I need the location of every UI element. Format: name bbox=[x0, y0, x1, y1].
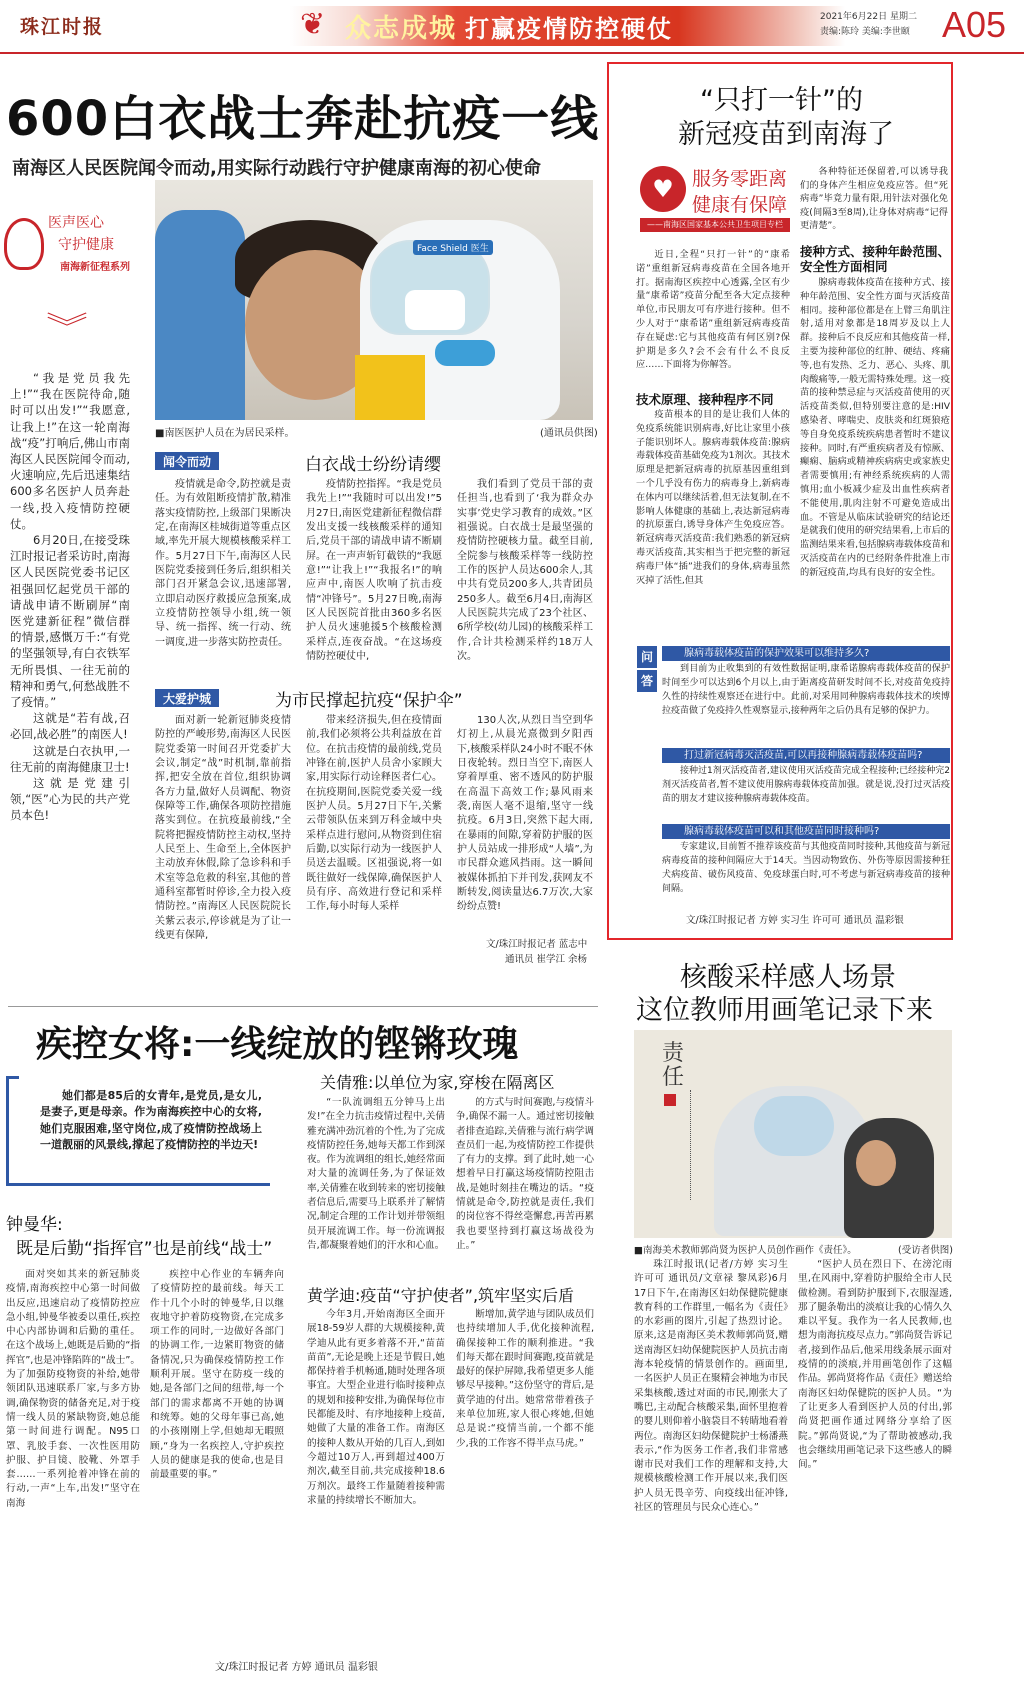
lead-para: 6月20日,在接受珠江时报记者采访时,南海区人民医院党委书记区祖强回忆起党员干部的请战申请不断刷屏“南医党建新征程”微信群的情景,感慨万千:“有党的坚强领导,有白衣铁军无所畏惧、一往无前的精神和勇气,何愁战胜不了疫情。” bbox=[10, 533, 130, 710]
section1-col3 bbox=[457, 478, 593, 678]
body-text: 珠江时报讯(记者/方婷 实习生 许可可 通讯员/文章禄 黎凤彩)6月17日下午,在南海区妇幼保健院健康教育科的工作群里,一幅名为《责任》的水彩画的图片,引起了热烈讨论。原来,这是南海区美术教师郭尚贤,赠送南海区妇幼保健院医护人员抗击南海本轮疫情的情景创作的。画面里,一名医护人员正在聚精会神地为市民采集核酸,透过对面的市民,刚张大了嘴巴,主动配合核酸采集,面怀里抱着的婴儿则仰着小脑袋目不转睛地看着两位。南海区妇幼保健院护士杨潘燕表示,“作为医务工作者,我们非常感谢市民对我们工作的理解和支持,大规模核酸检测工作开展以来,我们医护人员无畏辛劳、向疫线出征冲锋,社区的管理员与民众心连心。” bbox=[634, 1259, 788, 1514]
vaccine-headline-2: 新冠疫苗到南海了 bbox=[678, 119, 894, 150]
qa-question-2: 打过新冠病毒灭活疫苗,可以再接种腺病毒载体疫苗吗? bbox=[662, 748, 950, 763]
series-logo bbox=[4, 208, 134, 288]
body-text: “一队流调组五分钟马上出发!”在全力抗击疫情过程中,关倩雅充满冲劲沉着的个性,为了完成疫情防控任务,她每天都工作到深夜。作为流调组的组长,她经常面对大量的流调任务,为了保证效率,关倩雅在收到转来的密切接触者信息后,需要马上联系并了解情况,制定合理的工作计划并带领组员开展流调工作。每一份流调报告,都凝聚着她们的汗水和心血。 bbox=[307, 1097, 445, 1251]
lead-para: 这就是白衣执甲,一往无前的南海健康卫士! bbox=[10, 743, 130, 774]
lead-headline: 600白衣战士奔赴抗疫一线 bbox=[6, 91, 600, 147]
body-text: 面对突如其来的新冠肺炎疫情,南海疾控中心第一时间做出反应,迅速启动了疫情防控应急小组,钟曼华被委以重任,疾控中心内部协调和后勤的重任。在这个战场上,她既是后勤的“指挥官”,也是冲锋陷阵的“战士”。为了加强防疫物资的补给,她带领团队迅速联系厂家,与多方协调,确保物资的储备充足,对于疫情一线人员的紧缺物资,她总能第一时间进行调配。N95口罩、乳胶手套、一次性医用防护服、护目镜、胶靴、外罩手套……一系列抢着冲锋在前的行动,一声“上车,出发!”坚守在南海 bbox=[6, 1269, 140, 1509]
body-text: 接种过1剂灭活疫苗者,建议使用灭活疫苗完成全程接种;已经接种完2剂灭活疫苗者,暂不建议使用腺病毒载体疫苗加强。就是说,没打过灭活疫苗的朋友才建议接种腺病毒载体疫苗。 bbox=[662, 766, 950, 805]
series-line1: 医声医心 bbox=[48, 215, 104, 231]
section-label: 大爱护城 bbox=[155, 689, 219, 707]
masthead bbox=[0, 0, 1024, 56]
photo-waste-bin bbox=[355, 355, 425, 420]
painting-col2 bbox=[798, 1258, 952, 1658]
photo-shield-label: Face Shield 医生 bbox=[413, 240, 493, 255]
section2-byline2: 通讯员 崔学江 余杨 bbox=[505, 954, 588, 965]
chevron-down-icon: ︾ bbox=[46, 311, 88, 346]
vaccine-subhead-2: 接种方式、接种年龄范围、安全性方面相同 bbox=[800, 244, 951, 274]
photo-parent-figure bbox=[155, 210, 245, 420]
section2-col2 bbox=[306, 714, 442, 966]
profile1-col2 bbox=[150, 1268, 284, 1650]
body-text: 的方式与时间赛跑,与疫情斗争,确保不漏一人。通过密切接触者排查追踪,关倩雅与流行病学调查员们一起,为疫情防控工作提供了有力的支撑。到了此时,她一心想着早日打赢这场疫情防控阻击战,是她时刻挂在嘴边的话。“疫情就是命令,防控就是责任,我们的岗位容不得丝毫懈怠,再苦再累我也要坚持到打赢这场战役为止。” bbox=[456, 1097, 594, 1251]
body-text: 疫情防控指挥。“我是党员我先上!”“我随时可以出发!”5月27日,南医党建新征程微信群发出支援一线核酸采样的通知后,党员干部的请战申请不断刷屏。在一声声斩钉截铁的“我愿意!”“让我上!”“我报名!”的响应声中,南医人吹响了抗击疫情“冲锋号”。5月27日晚,南海区人民医院首批由360多名医护人员火速驰援5个核酸检测采样点,连夜奋战。“在这场疫情防控硬仗中, bbox=[306, 479, 442, 663]
photo-glove bbox=[435, 340, 495, 366]
newspaper-logo: 珠江时报 bbox=[20, 16, 105, 38]
body-text: 我们看到了党员干部的责任担当,也看到了‘我为群众办实事’党史学习教育的成效。”区祖强说。白衣战士是最坚强的疫情防控硬核力量。截至目前,全院参与核酸采样等一线防控工作的医护人员达600余人,其中共有党员200多人,共青团员250多人。截至6月4日,南海区人民医院共完成了23个社区、6所学校(幼儿园)的核酸采样工作,合计共检测采样约18万人次。 bbox=[457, 479, 593, 663]
series-line2: 守护健康 bbox=[58, 237, 114, 253]
painting-caption: ■南海美术教师郭尚贤为医护人员创作画作《责任》。 bbox=[634, 1245, 857, 1256]
body-text: 疫情就是命令,防控就是责任。为有效阻断疫情扩散,精准落实疫情防控,上级部门果断决定,在南海区桂城街道等重点区域,率先开展大规模核酸采样工作。5月27日下午,南海区人民医院党委接到任务后,组织相关部门召开紧急会议,迅速部署,立即启动医疗救援应急预案,成立疫情防控领导小组,统一领导、统一指挥、统一行动、统一调度,进一步落实防控责任。 bbox=[155, 479, 291, 648]
lead-para: 这就是党建引领,“医”心为民的共产党员本色! bbox=[10, 776, 130, 823]
body-text: 各种特征还保留着,可以诱导我们的身体产生相应免疫应答。但“死病毒”毕竟力量有限,用针法对强化免疫(间隔3至8周),让身体对病毒“记得更清楚”。 bbox=[800, 166, 948, 232]
section2-byline: 文/珠江时报记者 蓝志中 bbox=[486, 939, 588, 950]
service-logo-line1: 服务零距离 bbox=[692, 168, 788, 190]
body-text: 130人次,从烈日当空到华灯初上,从晨光熹微到夕阳西下,核酸采样队24小时不眠不休日夜轮转。烈日当空下,南医人穿着厚重、密不透风的防护服在高温下高效工作;暴风雨来袭,南医人毫不退缩,坚守一线抗疫。6月3日,突然下起大雨,在暴雨的间隙,穿着防护服的医护人员站成一排形成“人墙”,为市民群众遮风挡雨。这一瞬间被媒体抓拍下并刊发,获网友不断转发,阅读量达6.7万次,大家纷纷点赞! bbox=[457, 715, 593, 913]
masthead-rule bbox=[0, 52, 1024, 54]
lead-photo bbox=[155, 180, 593, 420]
profile1-name: 钟曼华: bbox=[6, 1215, 63, 1235]
photo-credit: (通讯员供图) bbox=[540, 428, 598, 439]
painting-face-shield bbox=[754, 1096, 834, 1156]
profile2-col2 bbox=[456, 1096, 594, 1274]
heart-icon: ♥ bbox=[640, 166, 686, 212]
vaccine-headline-1: “只打一针”的 bbox=[700, 85, 863, 116]
masthead-title bbox=[345, 8, 673, 45]
service-column-logo bbox=[640, 162, 790, 236]
lead-subheadline: 南海区人民医院闻令而动,用实际行动践行守护健康南海的初心使命 bbox=[12, 158, 541, 179]
body-text: 今年3月,开始南海区全面开展18-59岁人群的大规模接种,黄学迪从此有更多着落不开,“苗苗苗苗”,无论是晚上还是节假日,她都保持着手机畅通,随时处理各项事宜。大型企业进行临时接种点的规划和接种安排,为确保每位市民都能及时、有序地接种上疫苗,她做了大量的准备工作。南海区的接种人数从开始的几百人,到如今超过10万人,再到超过400万剂次,截至目前,共完成接种18.6万剂次。最终工作量随着接种需求量的持续增长不断加大。 bbox=[307, 1309, 445, 1506]
qa-answer-3 bbox=[662, 840, 950, 902]
profile3-col1 bbox=[307, 1308, 445, 1652]
profile1-subhead: 既是后勤“指挥官”也是前线“战士” bbox=[16, 1239, 273, 1259]
service-logo-band: ——南海区国家基本公共卫生项目专栏 bbox=[640, 218, 790, 232]
painting-seal bbox=[664, 1094, 676, 1106]
masthead-title-sub: 打赢疫情防控硬仗 bbox=[465, 14, 674, 43]
painting-image bbox=[634, 1030, 952, 1238]
vaccine-subhead-1: 技术原理、接种程序不同 bbox=[636, 392, 774, 407]
lead-left-column bbox=[10, 370, 130, 824]
editors-text: 责编:陈玲 美编:李世颐 bbox=[820, 27, 910, 37]
page-number: A05 bbox=[942, 4, 1007, 45]
painting-headline-1: 核酸采样感人场景 bbox=[680, 962, 896, 993]
vaccine-side-top bbox=[800, 165, 948, 237]
qa-question-tag: 问 bbox=[637, 646, 657, 668]
section1-col1 bbox=[155, 478, 291, 678]
section-divider bbox=[8, 1006, 598, 1007]
body-text: 腺病毒载体疫苗在接种方式、接种年龄范围、安全性方面与灭活疫苗相同。接种部位都是在上臂三角肌注射,适用对象都是18周岁及以上人群。接种后不良反应和其他疫苗一样,主要为接种部位的红肿、硬结、疼痛等,也有发热、乏力、恶心、头疼、肌肉酸痛等,一般无需特殊处理。这一疫苗的接种禁忌症与灭活疫苗使用的灭活疫苗类似,但特别要注意的是:HIV感染者、哮喘史、皮肤炎和红斑狼疮等自身免疫系统疾病患者暂时不建议接种。同时,有严重疾病者及有惊厥、癫痫、脑病或精神疾病病史或家族史者需要慎用;有神经系统疾病的人需慎用;血小板减少症及出血性疾病者不能使用,肌肉注射不可避免造成出血。不管是从临床试验研究的结论还是就我们使用的研究结果看,上市后的监测结果来看,包括腺病毒载体疫苗和灭活疫苗在内的已经附条件批准上市的新冠疫苗,均具有良好的安全性。 bbox=[800, 277, 950, 578]
service-logo-line2: 健康有保障 bbox=[692, 194, 788, 216]
body-text: 疫苗根本的目的是让我们人体的免疫系统能识别病毒,好比让家里小孩子能识别坏人。腺病毒载体疫苗:腺病毒载体疫苗基础免疫为1剂次。其技术原理是把新冠病毒的抗原基因重组到一个几乎没有伤力的病毒身上,新病毒在体内可以继续活着,但无法复制,在不影响人体健康的基础上,表达新冠病毒的抗原蛋白,诱导身体产生免疫应答。新冠病毒灭活疫苗:我们熟悉的新冠病毒灭活疫苗,其实相当于把完整的新冠病毒尸体“插”进我们的身体,病毒虽然灭掉了活性,但其 bbox=[636, 409, 790, 586]
profile2-heading: 关倩雅:以单位为家,穿梭在隔离区 bbox=[320, 1073, 555, 1092]
body-text: 面对新一轮新冠肺炎疫情防控的严峻形势,南海区人民医院党委第一时间召开党委扩大会议,制定“战”时机制,靠前指挥,把安全放在首位,组织协调各方力量,做好人员调配、物资保障等工作,确保各项防控措施落实到位。在抗疫最前线,“全院将把握疫情防控主动权,坚持人民至上、生命至上,全体医护主动放弃休假,除了急诊科和手术室等急危救的科室,其他的普通科室都暂时停诊,全力投入疫情防控。”南海区人民医院院长关紫云表示,停诊就是为了让一线更有保障, bbox=[155, 715, 291, 942]
section-label: 闻令而动 bbox=[155, 452, 219, 470]
body-text: “医护人员在烈日下、在滂沱雨里,在风雨中,穿着防护服给全市人民做检测。看到防护服到下,衣服湿透,那了腿条勒出的淡痕让我的心情久久难以平复。我作为一名人民教师,也想为南海抗疫尽点力。”郭尚贤告诉记者,接到作品后,他采用线条展示面对疫情的的淡痕,并用画笔创作了这幅作品。郭尚贤将作品《责任》赠送给南海区妇幼保健院的医护人员。“为了让更多人看到医护人员的付出,郭尚贤把画作通过网络分享给了医院。”郭尚贤说,“为了帮助被感动,我也会继续用画笔记录下这些感人的瞬间。” bbox=[798, 1259, 952, 1471]
qa-question-3: 腺病毒载体疫苗可以和其他疫苗同时接种吗? bbox=[662, 824, 950, 839]
lower-intro bbox=[40, 1088, 262, 1154]
series-line3: 南海新征程系列 bbox=[60, 262, 130, 273]
lead-para: 这就是“若有战,召必回,战必胜”的南医人! bbox=[10, 711, 130, 742]
ribbon-icon: ❦ bbox=[300, 7, 326, 42]
lead-para: “我是党员我先上!”“我在医院待命,随时可以出发!”“我愿意,让我上!”在这一轮南海战“疫”打响后,佛山市南海区人民医院闻令而动,火速响应,先后迅速集结600多名医护人员奔赴一线,投入疫情防控硬仗。 bbox=[10, 371, 130, 531]
vaccine-sub1-body bbox=[636, 408, 790, 634]
painting-citizen-face bbox=[856, 1140, 896, 1186]
lower-headline: 疾控女将:一线绽放的铿锵玫瑰 bbox=[36, 1024, 519, 1065]
painting-calligraphy: 责任 bbox=[662, 1041, 685, 1090]
qa-answer-1 bbox=[662, 662, 950, 740]
profile1-col1 bbox=[6, 1268, 140, 1650]
qa-answer-2 bbox=[662, 764, 950, 822]
masthead-title-main: 众志成城 bbox=[345, 14, 458, 44]
section-heading: 白衣战士纷纷请缨 bbox=[305, 455, 441, 475]
qa-tag bbox=[637, 646, 657, 694]
painting-credit: (受访者供图) bbox=[898, 1245, 953, 1256]
photo-mask bbox=[405, 290, 465, 330]
intro-text: 她们都是85后的女青年,是党员,是女儿,是妻子,更是母亲。作为南海疾控中心的女将,她们克服困难,坚守岗位,成了疫情防控战场上一道靓丽的风景线,撑起了疫情防控的半边天! bbox=[40, 1089, 262, 1152]
profile3-col2 bbox=[456, 1308, 594, 1652]
section2-col1 bbox=[155, 714, 291, 966]
vaccine-byline: 文/珠江时报记者 方婷 实习生 许可可 通讯员 温彩银 bbox=[686, 915, 904, 926]
body-text: 专家建议,目前暂不推荐该疫苗与其他疫苗同时接种,其他疫苗与新冠病毒疫苗的接种间隔应大于14天。当因动物致伤、外伤等原因需接种狂犬病疫苗、破伤风疫苗、免疫球蛋白时,可不考虑与新冠病毒疫苗的接种间隔。 bbox=[662, 842, 950, 895]
profile2-col1 bbox=[307, 1096, 445, 1274]
date-text: 2021年6月22日 星期二 bbox=[820, 12, 917, 22]
profile3-heading: 黄学迪:疫苗“守护使者”,筑牢坚实后盾 bbox=[307, 1286, 575, 1305]
body-text: 近日,全程“只打一针”的“康希诺”重组新冠病毒疫苗在全国各地开打。据南海区疾控中心透露,全区有少量“康希诺”疫苗分配至各大定点接种单位,市民朋友可有序进行接种。但不少人对于“康希诺”重组新冠病毒疫苗存在疑虑:它与其他疫苗有何区别?保护期是多久?会不会有什么不良反应……下面将为你解答。 bbox=[636, 249, 790, 371]
nurse-cap-icon bbox=[4, 218, 44, 270]
vaccine-sub2-body bbox=[800, 276, 950, 634]
painting-headline-2: 这位教师用画笔记录下来 bbox=[636, 995, 933, 1026]
section1-col2 bbox=[306, 478, 442, 678]
body-text: 疾控中心作业的车辆奔向了疫情防控的最前线。每天工作十几个小时的钟曼华,日以继夜地守护着防疫物资,在完成多项工作的同时,一边做好各部门的协调工作,一边紧盯物资的储备情况,只为确保疫情防控工作顺利开展。坚守在防疫一线的她,是各部门之间的纽带,每一个部门的需求都离不开她的协调和统筹。她的父母年事已高,她的小孩刚刚上学,但她却无暇照顾,“身为一名疾控人,守护疾控人员的健康是我的使命,也是目前最重要的事。” bbox=[150, 1269, 284, 1481]
body-text: 带来经济损失,但在疫情面前,我们必须将公共利益放在首位。在抗击疫情的最前线,党员冲锋在前,医护人员舍小家顾大家,用实际行动诠释医者仁心。在抗疫期间,医院党委关爱一线医护人员。5月27日下午,关紫云带领队伍来到万科金域中央采样点进行慰问,从物资到住宿后勤,以实际行动为一线医护人员送去温暖。区祖强说,将一如既往做好一线保障,确保医护人员有序、高效进行登记和采样工作,每小时每人采样 bbox=[306, 715, 442, 913]
vaccine-intro bbox=[636, 248, 790, 380]
lower-byline: 文/珠江时报记者 方婷 通讯员 温彩银 bbox=[215, 1662, 378, 1673]
photo-caption: ■南医医护人员在为居民采样。 bbox=[155, 428, 295, 439]
painting-col1 bbox=[634, 1258, 788, 1658]
painting-inscription bbox=[690, 1090, 698, 1200]
section2-col3 bbox=[457, 714, 593, 928]
body-text: 断增加,黄学迪与团队成员们也持续增加人手,优化接种流程,确保接种工作的顺利推进。“我们每天都在跟时间赛跑,疫苗就是最好的保护屏障,我希望更多人能够尽早接种。”这份坚守的背后,是黄学迪的付出。她常常带着孩子来单位加班,家人很心疼她,但她总是说:“疫情当前,一个都不能少,我的工作容不得半点马虎。” bbox=[456, 1309, 594, 1449]
body-text: 到目前为止收集到的有效性数据证明,康希诺腺病毒载体疫苗的保护时间至少可以达到6个月以上,由于距离疫苗研发时间不长,对疫苗免疫持久性的持续性观察还在进行中。此前,对采用同种腺病毒载体技术的埃博拉疫苗做了免疫持久性观察显示,接种两年之后仍具有足够的保护力。 bbox=[662, 664, 950, 717]
qa-answer-tag: 答 bbox=[637, 670, 657, 692]
issue-date bbox=[820, 10, 917, 40]
section-heading: 为市民撑起抗疫“保护伞” bbox=[275, 691, 463, 711]
qa-question-1: 腺病毒载体疫苗的保护效果可以维持多久? bbox=[662, 646, 950, 661]
